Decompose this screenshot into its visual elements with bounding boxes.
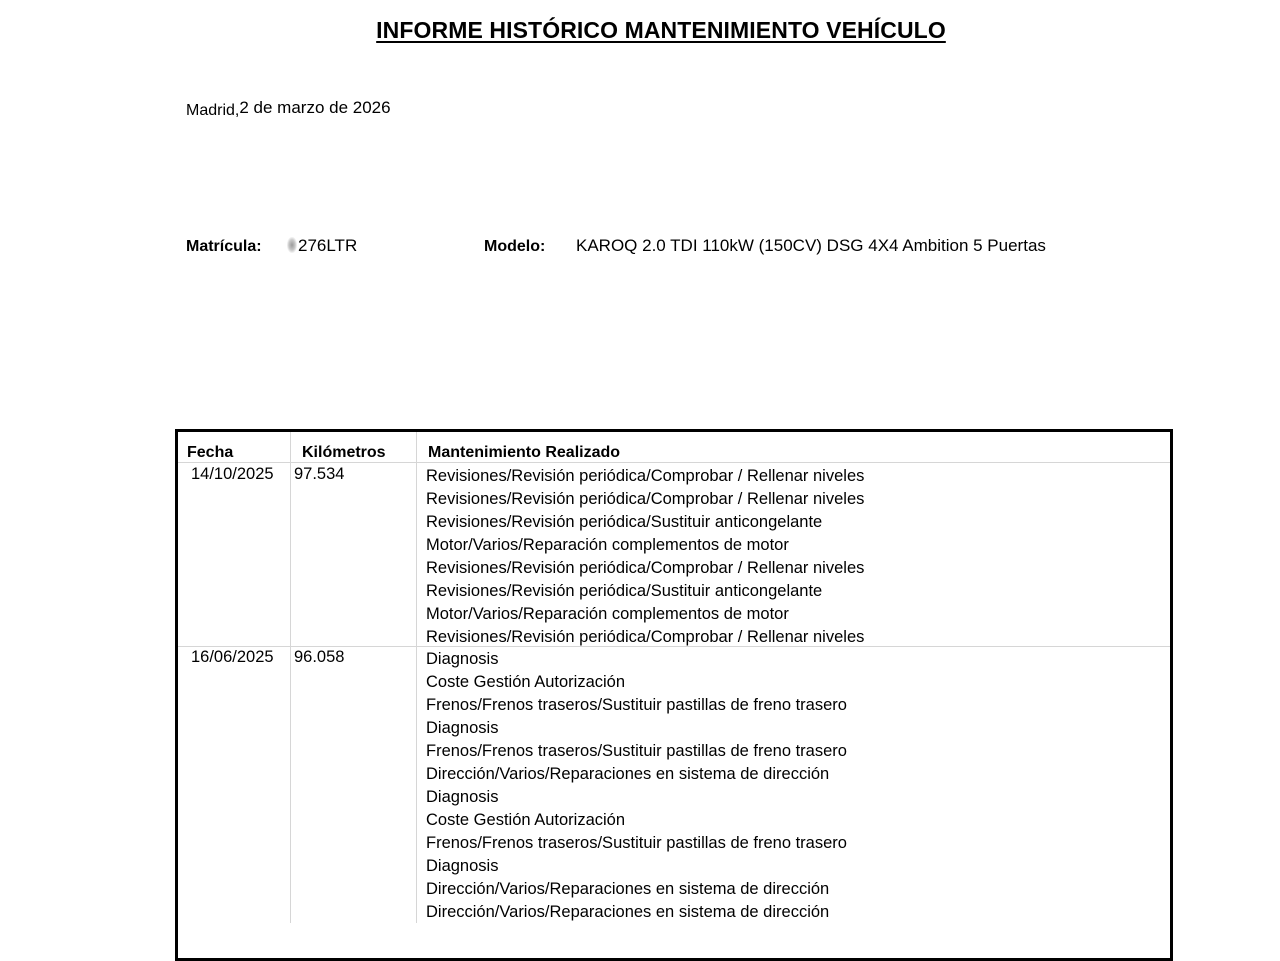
maintenance-table bbox=[175, 429, 1173, 961]
maintenance-item: Dirección/Varios/Reparaciones en sistema de dirección bbox=[426, 903, 830, 921]
maintenance-item: Coste Gestión Autorización bbox=[426, 811, 626, 829]
maintenance-item: Motor/Varios/Reparación complementos de motor bbox=[426, 605, 789, 623]
maintenance-list bbox=[426, 648, 847, 924]
maintenance-item: Motor/Varios/Reparación complementos de motor bbox=[426, 536, 789, 554]
maintenance-list bbox=[426, 465, 864, 649]
maintenance-item: Revisiones/Revisión periódica/Comprobar / Rellenar niveles bbox=[426, 467, 865, 485]
plate-value-wrap bbox=[287, 236, 357, 256]
place: Madrid, bbox=[186, 102, 240, 119]
maintenance-item: Dirección/Varios/Reparaciones en sistema de dirección bbox=[426, 880, 830, 898]
place-date bbox=[186, 98, 391, 118]
header-date: Fecha bbox=[187, 444, 234, 461]
maintenance-item: Frenos/Frenos traseros/Sustituir pastillas de freno trasero bbox=[426, 834, 847, 852]
maintenance-item: Frenos/Frenos traseros/Sustituir pastillas de freno trasero bbox=[426, 696, 847, 714]
row-date: 14/10/2025 bbox=[191, 465, 274, 483]
column-separator bbox=[416, 432, 417, 923]
maintenance-item: Diagnosis bbox=[426, 719, 499, 737]
plate-label: Matrícula: bbox=[186, 238, 262, 255]
redacted-mark bbox=[287, 237, 297, 253]
report-date: 2 de marzo de 2026 bbox=[239, 98, 391, 117]
maintenance-item: Revisiones/Revisión periódica/Sustituir anticongelante bbox=[426, 513, 823, 531]
maintenance-item: Frenos/Frenos traseros/Sustituir pastillas de freno trasero bbox=[426, 742, 847, 760]
row-rule bbox=[178, 646, 1170, 647]
header-km: Kilómetros bbox=[302, 444, 386, 461]
maintenance-item: Revisiones/Revisión periódica/Comprobar / Rellenar niveles bbox=[426, 559, 865, 577]
header-maintenance: Mantenimiento Realizado bbox=[428, 444, 621, 461]
column-separator bbox=[290, 432, 291, 923]
maintenance-item: Revisiones/Revisión periódica/Comprobar / Rellenar niveles bbox=[426, 490, 865, 508]
maintenance-item: Diagnosis bbox=[426, 788, 499, 806]
maintenance-item: Revisiones/Revisión periódica/Sustituir anticongelante bbox=[426, 582, 823, 600]
model-value: KAROQ 2.0 TDI 110kW (150CV) DSG 4X4 Ambition 5 Puertas bbox=[576, 236, 1046, 255]
maintenance-item: Diagnosis bbox=[426, 857, 499, 875]
model-label: Modelo: bbox=[484, 238, 546, 255]
maintenance-item: Coste Gestión Autorización bbox=[426, 673, 626, 691]
maintenance-item: Dirección/Varios/Reparaciones en sistema de dirección bbox=[426, 765, 830, 783]
row-date: 16/06/2025 bbox=[191, 648, 274, 666]
maintenance-item: Revisiones/Revisión periódica/Comprobar / Rellenar niveles bbox=[426, 628, 865, 646]
maintenance-item: Diagnosis bbox=[426, 650, 499, 668]
header-rule bbox=[178, 462, 1170, 463]
row-km: 97.534 bbox=[294, 465, 345, 483]
report-title: INFORME HISTÓRICO MANTENIMIENTO VEHÍCULO bbox=[376, 17, 946, 43]
row-km: 96.058 bbox=[294, 648, 345, 666]
plate-value: 276LTR bbox=[298, 236, 358, 255]
